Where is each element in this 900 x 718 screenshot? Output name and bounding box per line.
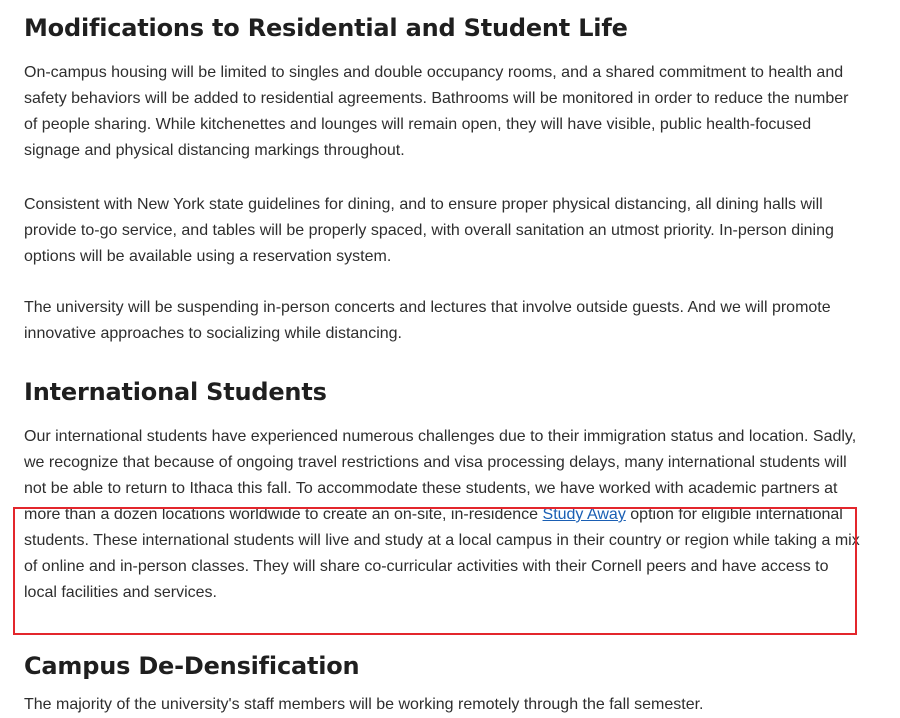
paragraph-international-students bbox=[24, 424, 860, 606]
section-heading-residential-life: Modifications to Residential and Student Life bbox=[24, 14, 628, 42]
section-heading-campus-de-densification: Campus De-Densification bbox=[24, 652, 360, 680]
paragraph-dining: Consistent with New York state guidelines for dining, and to ensure proper physical distancing, all dining halls will provide to-go service, and tables will be properly spaced, with overall sanitation an utmost priority. In-person dining options will be available using a reservation system. bbox=[24, 196, 834, 265]
section-heading-international-students: International Students bbox=[24, 378, 327, 406]
paragraph-events: The university will be suspending in-person concerts and lectures that involve outside guests. And we will promote innovative approaches to socializing while distancing. bbox=[24, 299, 831, 342]
study-away-link[interactable]: Study Away bbox=[542, 506, 626, 523]
paragraph-text-after-link: option for eligible international students. These international students will live and study at a local campus in their country or region while taking a mix of online and in-person classes. They will share co-curricular activities with their Cornell peers and have access to local facilities and services. bbox=[24, 506, 860, 601]
paragraph-housing: On-campus housing will be limited to singles and double occupancy rooms, and a shared commitment to health and safety behaviors will be added to residential agreements. Bathrooms will be monitored in order to reduce the number of people sharing. While kitchenettes and lounges will remain open, they will have visible, public health-focused signage and physical distancing markings throughout. bbox=[24, 64, 849, 159]
paragraph-de-densification-partial: The majority of the university's staff members will be working remotely through the fall semester. bbox=[24, 696, 704, 713]
paragraph-text-before-link: Our international students have experienced numerous challenges due to their immigration status and location. Sadly, we recognize that because of ongoing travel restrictions and visa processing delays, many international students will not be able to return to Ithaca this fall. To accommodate these students, we have worked with academic partners at more than a dozen locations worldwide to create an on-site, in-residence bbox=[24, 428, 857, 523]
